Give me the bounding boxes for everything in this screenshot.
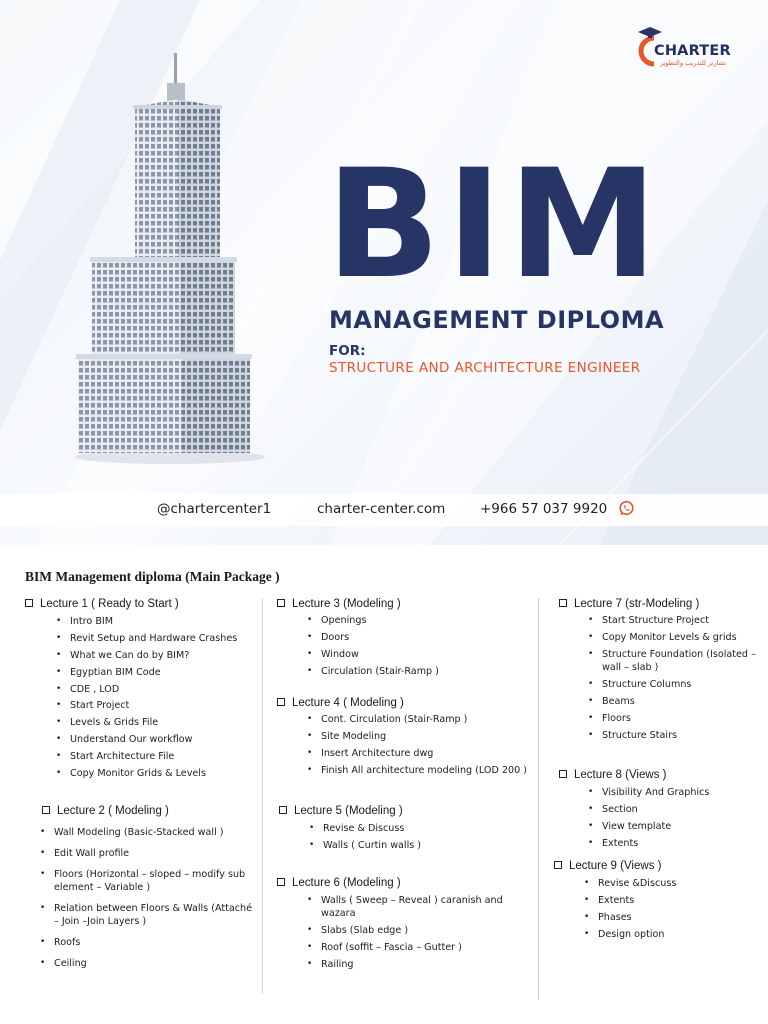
audience-value: STRUCTURE AND ARCHITECTURE ENGINEER [329, 360, 641, 376]
list-item: • Revise & Discuss [309, 822, 534, 835]
checkbox-icon [277, 878, 285, 886]
list-item: • Insert Architecture dwg [307, 747, 532, 760]
checkbox-icon [25, 599, 33, 607]
list-item: • Doors [307, 631, 532, 644]
lecture-5-items [309, 822, 534, 852]
list-item: • Walls ( Curtin walls ) [309, 839, 534, 852]
column-divider-1 [262, 598, 263, 994]
lecture-1-items [56, 615, 256, 780]
list-item: • Railing [307, 958, 512, 971]
list-item: • Start Architecture File [56, 750, 256, 763]
list-item: • Wall Modeling (Basic-Stacked wall ) [40, 826, 255, 839]
list-item: • Copy Monitor Grids & Levels [56, 767, 256, 780]
checkbox-icon [559, 770, 567, 778]
list-item: • Understand Our workflow [56, 733, 256, 746]
lecture-9-items [584, 877, 759, 941]
list-item: • Design option [584, 928, 759, 941]
list-item: • Finish All architecture modeling (LOD 200 ) [307, 764, 532, 777]
list-item: • Structure Stairs [588, 729, 763, 742]
list-item: • Structure Columns [588, 678, 763, 691]
list-item: • Section [588, 803, 763, 816]
list-item: • Extents [584, 894, 759, 907]
list-item: • Window [307, 648, 532, 661]
lecture-7-items [588, 614, 763, 742]
list-item: • Phases [584, 911, 759, 924]
list-item: • Cont. Circulation (Stair-Ramp ) [307, 713, 532, 726]
list-item: • Floors (Horizontal – sloped – modify sub element – Variable ) [40, 868, 255, 894]
brand-arabic-tagline: تشارتر للتدريب والتطوير [660, 59, 727, 67]
lecture-8-items [588, 786, 763, 850]
lecture-2-title: Lecture 2 ( Modeling ) [42, 805, 169, 817]
lecture-6-title: Lecture 6 (Modeling ) [277, 877, 401, 889]
checkbox-icon [277, 698, 285, 706]
checkbox-icon [277, 599, 285, 607]
list-item: • Revise &Discuss [584, 877, 759, 890]
checkbox-icon [279, 806, 287, 814]
lecture-2-items [40, 826, 255, 970]
list-item: • Roofs [40, 936, 255, 949]
list-item: • CDE , LOD [56, 683, 256, 696]
list-item: • Circulation (Stair-Ramp ) [307, 665, 532, 678]
list-item: • Floors [588, 712, 763, 725]
lecture-3-items [307, 614, 532, 678]
lecture-8-title: Lecture 8 (Views ) [559, 769, 666, 781]
lecture-4-title: Lecture 4 ( Modeling ) [277, 697, 404, 709]
lecture-3-title: Lecture 3 (Modeling ) [277, 598, 401, 610]
brand-name: CHARTER [654, 43, 731, 59]
list-item: • Levels & Grids File [56, 716, 256, 729]
list-item: • Extents [588, 837, 763, 850]
list-item: • Start Structure Project [588, 614, 763, 627]
list-item: • Revit Setup and Hardware Crashes [56, 632, 256, 645]
checkbox-icon [559, 599, 567, 607]
list-item: • Ceiling [40, 957, 255, 970]
list-item: • Walls ( Sweep – Reveal ) caranish and wazara [307, 894, 512, 920]
lecture-5-title: Lecture 5 (Modeling ) [279, 805, 403, 817]
list-item: • Site Modeling [307, 730, 532, 743]
list-item: • Roof (soffit – Fascia – Gutter ) [307, 941, 512, 954]
list-item: • Relation between Floors & Walls (Attaché – Join –Join Layers ) [40, 902, 255, 928]
audience-label: FOR: [329, 343, 366, 359]
package-heading: BIM Management diploma (Main Package ) [25, 569, 280, 584]
lecture-1-title: Lecture 1 ( Ready to Start ) [25, 598, 179, 610]
list-item: • Visibility And Graphics [588, 786, 763, 799]
phone-number[interactable]: +966 57 037 9920 [480, 501, 608, 517]
list-item: • View template [588, 820, 763, 833]
list-item: • Structure Foundation (Isolated – wall – slab ) [588, 648, 763, 674]
list-item: • What we Can do by BIM? [56, 649, 256, 662]
website-link[interactable]: charter-center.com [317, 501, 446, 517]
column-divider-2 [538, 598, 539, 1000]
list-item: • Egyptian BIM Code [56, 666, 256, 679]
list-item: • Copy Monitor Levels & grids [588, 631, 763, 644]
list-item: • Intro BIM [56, 615, 256, 628]
hero-title: BIM [326, 138, 664, 312]
checkbox-icon [554, 861, 562, 869]
lecture-7-title: Lecture 7 (str-Modeling ) [559, 598, 699, 610]
list-item: • Openings [307, 614, 532, 627]
lecture-4-items [307, 713, 532, 777]
hero-subtitle: MANAGEMENT DIPLOMA [329, 306, 665, 334]
list-item: • Start Project [56, 699, 256, 712]
lecture-9-title: Lecture 9 (Views ) [554, 860, 661, 872]
skyscraper-illustration [60, 45, 270, 465]
list-item: • Beams [588, 695, 763, 708]
lecture-6-items [307, 894, 512, 971]
checkbox-icon [42, 806, 50, 814]
list-item: • Edit Wall profile [40, 847, 255, 860]
list-item: • Slabs (Slab edge ) [307, 924, 512, 937]
whatsapp-icon[interactable] [618, 500, 635, 517]
social-handle[interactable]: @chartercenter1 [157, 501, 272, 517]
